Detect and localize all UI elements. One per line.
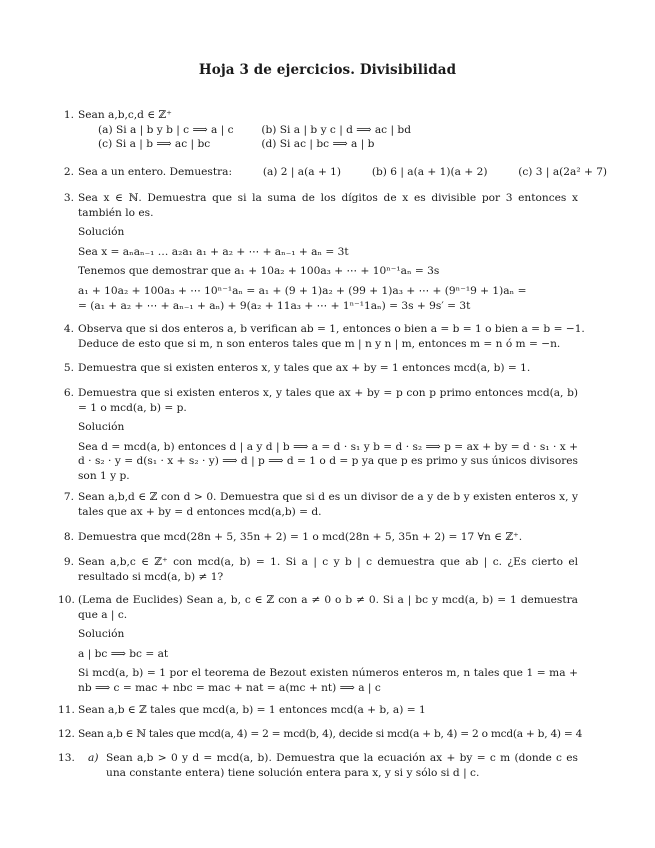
part-c: (c) Si a | b ⟹ ac | bc: [98, 138, 211, 151]
part-a: (a) 2 | a(a + 1): [262, 166, 342, 178]
exercise-1: [63, 108, 578, 152]
exercise-number: 8.: [63, 531, 74, 543]
part-b: (b) 6 | a(a + 1)(a + 2): [371, 166, 488, 178]
exercise-number: 9.: [63, 556, 74, 568]
exercise-statement: Demuestra que mcd(28n + 5, 35n + 2) = 1 o mcd(28n + 5, 35n + 2) = 17 ∀n ∈ ℤ⁺.: [78, 531, 523, 543]
exercise-number: 5.: [63, 362, 74, 374]
exercise-3: [63, 191, 578, 313]
exercise-12: [58, 727, 583, 742]
solution-line: Sea x = aₙaₙ₋₁ … a₂a₁ a₁ + a₂ + ⋯ + aₙ₋₁ + aₙ = 3t: [78, 245, 349, 258]
exercise-number: 10.: [58, 594, 75, 606]
exercise-7: [63, 490, 578, 519]
exercise-number: 3.: [63, 192, 74, 204]
exercise-number: 6.: [63, 387, 74, 399]
part-c: (c) 3 | a(2a² + 7): [518, 166, 608, 178]
exercise-statement: Sean a,b ∈ ℕ tales que mcd(a, 4) = 2 = mcd(b, 4), decide si mcd(a + b, 4) = 2 o mcd(a + b, 4) = 4: [78, 728, 583, 740]
solution-text: Sea d = mcd(a, b) entonces d | a y d | b ⟹ a = d · s₁ y b = d · s₂ ⟹ p = ax + by = d · s₁ · x + d · s₂ · y = d(s₁ · x + s₂ · y) ⟹ d | p ⟹ d = 1 o d = p ya que p es primo y sus únicos divisores son 1 y p.: [78, 440, 578, 482]
exercise-number: 1.: [63, 109, 74, 121]
exercise-statement: Demuestra que si existen enteros x, y tales que ax + by = 1 entonces mcd(a, b) = 1.: [78, 362, 531, 374]
exercise-2: [63, 165, 608, 180]
part-label: a): [88, 752, 99, 764]
exercise-number: 13.: [58, 752, 75, 764]
solution-line: Tenemos que demostrar que a₁ + 10a₂ + 100a₃ + ⋯ + 10ⁿ⁻¹aₙ = 3s: [78, 265, 440, 278]
document-title: Hoja 3 de ejercicios. Divisibilidad: [198, 62, 457, 78]
exercise-number: 7.: [63, 491, 74, 503]
part-b: (b) Si a | b y c | d ⟹ ac | bd: [261, 123, 411, 136]
exercise-number: 12.: [58, 728, 75, 740]
solution-line: a₁ + 10a₂ + 100a₃ + ⋯ 10ⁿ⁻¹aₙ = a₁ + (9 + 1)a₂ + (99 + 1)a₃ + ⋯ + (9ⁿ⁻¹9 + 1)aₙ =: [78, 284, 527, 297]
exercise-9: [63, 555, 578, 584]
exercise-line: Observa que si dos enteros a, b verifican ab = 1, entonces o bien a = b = 1 o bien a = b = −1.: [78, 323, 585, 335]
exercise-number: 2.: [63, 166, 74, 178]
exercise-number: 11.: [58, 704, 75, 716]
exercise-statement: Sean a,b,c ∈ ℤ⁺ con mcd(a, b) = 1. Si a | c y b | c demuestra que ab | c. ¿Es cierto el resultado si mcd(a, b) ≠ 1?: [78, 556, 578, 583]
exercise-statement: Sean a,b ∈ ℤ tales que mcd(a, b) = 1 entonces mcd(a + b, a) = 1: [78, 704, 426, 716]
exercise-6: [63, 386, 578, 484]
exercise-number: 4.: [63, 323, 74, 335]
exercise-13: [58, 751, 578, 780]
exercise-statement: Sean a,b,c,d ∈ ℤ⁺: [78, 109, 172, 121]
exercise-statement: Sea a un entero. Demuestra:: [78, 166, 233, 178]
solution-line: Si mcd(a, b) = 1 por el teorema de Bezout existen números enteros m, n tales que 1 = ma + nb ⟹ c = mac + nbc = mac + nat = a(mc + nt) ⟹ a | c: [78, 667, 578, 694]
solution-label: Solución: [78, 421, 125, 434]
exercise-11: [58, 703, 578, 718]
exercise-5: [63, 361, 578, 376]
exercise-statement: (Lema de Euclides) Sean a, b, c ∈ ℤ con a ≠ 0 o b ≠ 0. Si a | bc y mcd(a, b) = 1 demuestra que a | c.: [78, 594, 578, 621]
exercise-8: [63, 530, 578, 545]
exercise-4: [63, 322, 585, 351]
solution-line: a | bc ⟹ bc = at: [78, 647, 169, 660]
solution-line: = (a₁ + a₂ + ⋯ + aₙ₋₁ + aₙ) + 9(a₂ + 11a₃ + ⋯ + 1ⁿ⁻¹1aₙ) = 3s + 9s′ = 3t: [78, 299, 471, 312]
exercise-statement: Demuestra que si existen enteros x, y tales que ax + by = p con p primo entonces mcd(a, b) = 1 o mcd(a, b) = p.: [78, 387, 578, 414]
part-a: (a) Si a | b y b | c ⟹ a | c: [98, 123, 234, 136]
solution-label: Solución: [78, 628, 125, 641]
solution-label: Solución: [78, 226, 125, 239]
exercise-10: [58, 593, 578, 696]
part-d: (d) Si ac | bc ⟹ a | b: [261, 138, 375, 151]
exercise-statement: Sea x ∈ ℕ. Demuestra que si la suma de los dígitos de x es divisible por 3 entonces x también lo es.: [78, 192, 578, 219]
exercise-statement: Sean a,b > 0 y d = mcd(a, b). Demuestra que la ecuación ax + by = c m (donde c es una constante entera) tiene solución entera para x, y si y sólo si d | c.: [106, 752, 578, 779]
exercise-statement: Sean a,b,d ∈ ℤ con d > 0. Demuestra que si d es un divisor de a y de b y existen enteros x, y tales que ax + by = d entonces mcd(a,b) = d.: [78, 491, 578, 518]
exercise-line: Deduce de esto que si m, n son enteros tales que m | n y n | m, entonces m = n ó m = −n.: [78, 337, 561, 350]
